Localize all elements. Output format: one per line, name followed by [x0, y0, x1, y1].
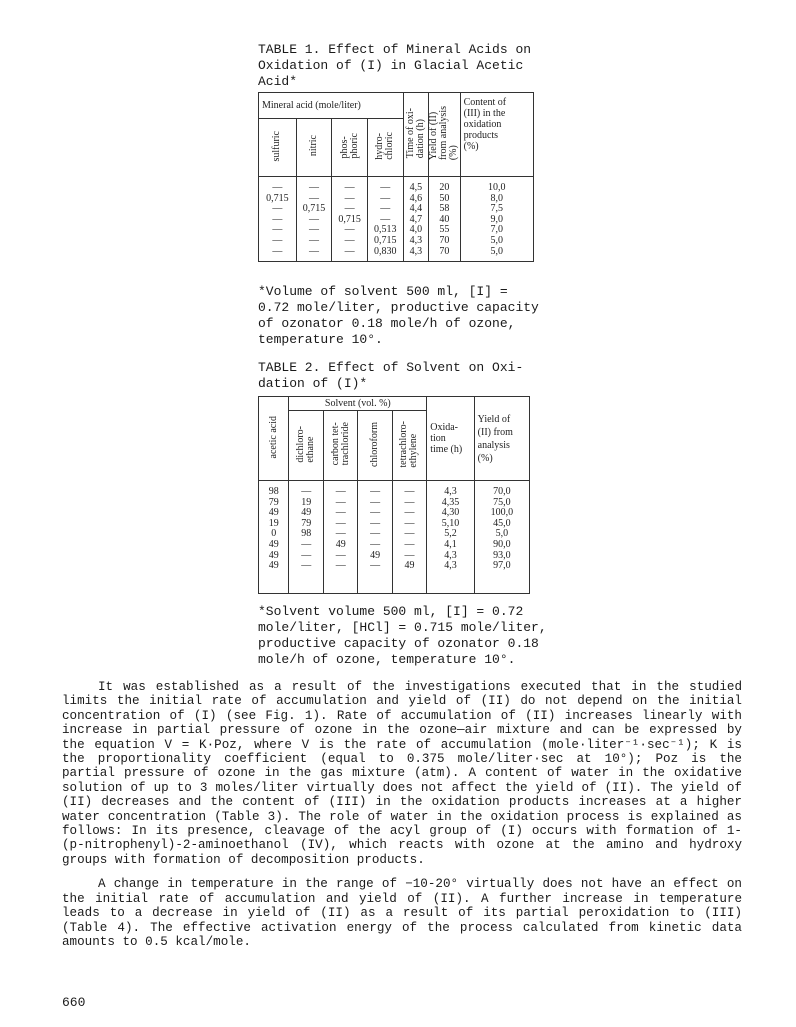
paragraph: It was established as a result of the investigations executed that in the studied limits the initial rate of accumulation and yield of (II) do not depend on the initial concentration of (I) (see Fig. 1). Rate of accumulation of (II) increases linearly with increase in partial pressure of ozone in the ozone—air mixture and can be expressed by the equation V = K·Poz, where V is the rate of accumulation (mole·liter⁻¹·sec⁻¹); K is the proportionality coefficient (equal to 0.375 mole/liter·sec at 10°); Poz is the partial pressure of ozone in the gas mixture (atm). A content of water in the oxidative solution of up to 3 moles/liter virtually does not affect the yield of (II). The yield of (II) decreases and the content of (III) in the oxidation products increases at a higher water concentration (Table 3). The role of water in the oxidation process is explained as follows: In its presence, cleavage of the acyl group of (I) occurs with formation of 1-(p-nitrophenyl)-2-aminoethanol (IV), which reacts with ozone at the amino and hydroxy groups with formation of decomposition products.: [62, 680, 742, 867]
paragraph: A change in temperature in the range of −10-20° virtually does not have an effect on the initial rate of accumulation and yield of (II). A further increase in temperature leads to a decrease in yield of (II) as a result of its partial peroxidation to (III) (Table 4). The effective activation energy of the process calculated from kinetic data amounts to 0.5 kcal/mole.: [62, 877, 742, 949]
table2-col-dichloroethane: dichloro- ethane: [289, 411, 324, 481]
table1-cell: 4,5 4,6 4,4 4,7 4,0 4,3 4,3: [403, 177, 428, 262]
table1-cell: — — — — 0,513 0,715 0,830: [367, 177, 403, 262]
table1-col-content: Content of (III) in the oxidation products (%): [460, 93, 533, 177]
table1-col-nitric: nitric: [296, 119, 332, 177]
table2-group-header: Solvent (vol. %): [289, 397, 427, 411]
table2-col-acetic: acetic acid: [259, 397, 289, 481]
table1-col-hydrochloric: hydro- chloric: [367, 119, 403, 177]
table2-cell: — — — — — — — 49: [392, 481, 427, 594]
table1-cell: — — 0,715 — — — —: [296, 177, 332, 262]
table2-body: [259, 481, 530, 594]
table2-cell: — — — — — — 49 —: [358, 481, 392, 594]
table2-col-tetrachloroethylene: tetrachloro- ethylene: [392, 411, 427, 481]
table1-caption: TABLE 1. Effect of Mineral Acids on Oxidation of (I) in Glacial Acetic Acid*: [258, 42, 532, 89]
table1-cell: — 0,715 — — — — —: [259, 177, 297, 262]
table1-col-yield: Yield of (II) from analysis (%): [429, 93, 461, 177]
table1-cell: — — — 0,715 — — —: [332, 177, 368, 262]
table1-cell: 10,0 8,0 7,5 9,0 7,0 5,0 5,0: [460, 177, 533, 262]
table2-cell: 4,3 4,35 4,30 5,10 5,2 4,1 4,3 4,3: [427, 481, 474, 594]
table2-cell: — 19 49 79 98 — — —: [289, 481, 324, 594]
table1-col-sulfuric: sulfuric: [259, 119, 297, 177]
table1-cell: 20 50 58 40 55 70 70: [429, 177, 461, 262]
table1-col-time: Time of oxi- dation (h): [403, 93, 428, 177]
body-text: [62, 680, 742, 949]
table2-col-carbontet: carbon tet- trachloride: [323, 411, 358, 481]
table2: [258, 396, 530, 594]
table2-col-yield: Yield of (II) from analysis (%): [474, 397, 529, 481]
table1: [258, 92, 534, 262]
table1-footnote: *Volume of solvent 500 ml, [I] = 0.72 mole/liter, productive capacity of ozonator 0.18 mole/h of ozone, temperature 10°.: [258, 284, 539, 347]
table1-col-phosphoric: phos- phoric: [332, 119, 368, 177]
table2-cell: 98 79 49 19 0 49 49 49: [259, 481, 289, 594]
page-number: 660: [62, 995, 86, 1010]
table2-footnote: *Solvent volume 500 ml, [I] = 0.72 mole/liter, [HCl] = 0.715 mole/liter, productive capacity of ozonator 0.18 mole/h of ozone, temperature 10°.: [258, 604, 547, 667]
table1-body: [259, 177, 534, 262]
table2-col-time: Oxida- tion time (h): [427, 397, 474, 481]
table2-cell: 70,0 75,0 100,0 45,0 5,0 90,0 93,0 97,0: [474, 481, 529, 594]
table1-group-header: Mineral acid (mole/liter): [259, 93, 404, 119]
table2-caption: TABLE 2. Effect of Solvent on Oxi- dation of (I)*: [258, 360, 524, 391]
table2-cell: — — — — — 49 — —: [323, 481, 358, 594]
table2-col-chloroform: chloroform: [358, 411, 392, 481]
